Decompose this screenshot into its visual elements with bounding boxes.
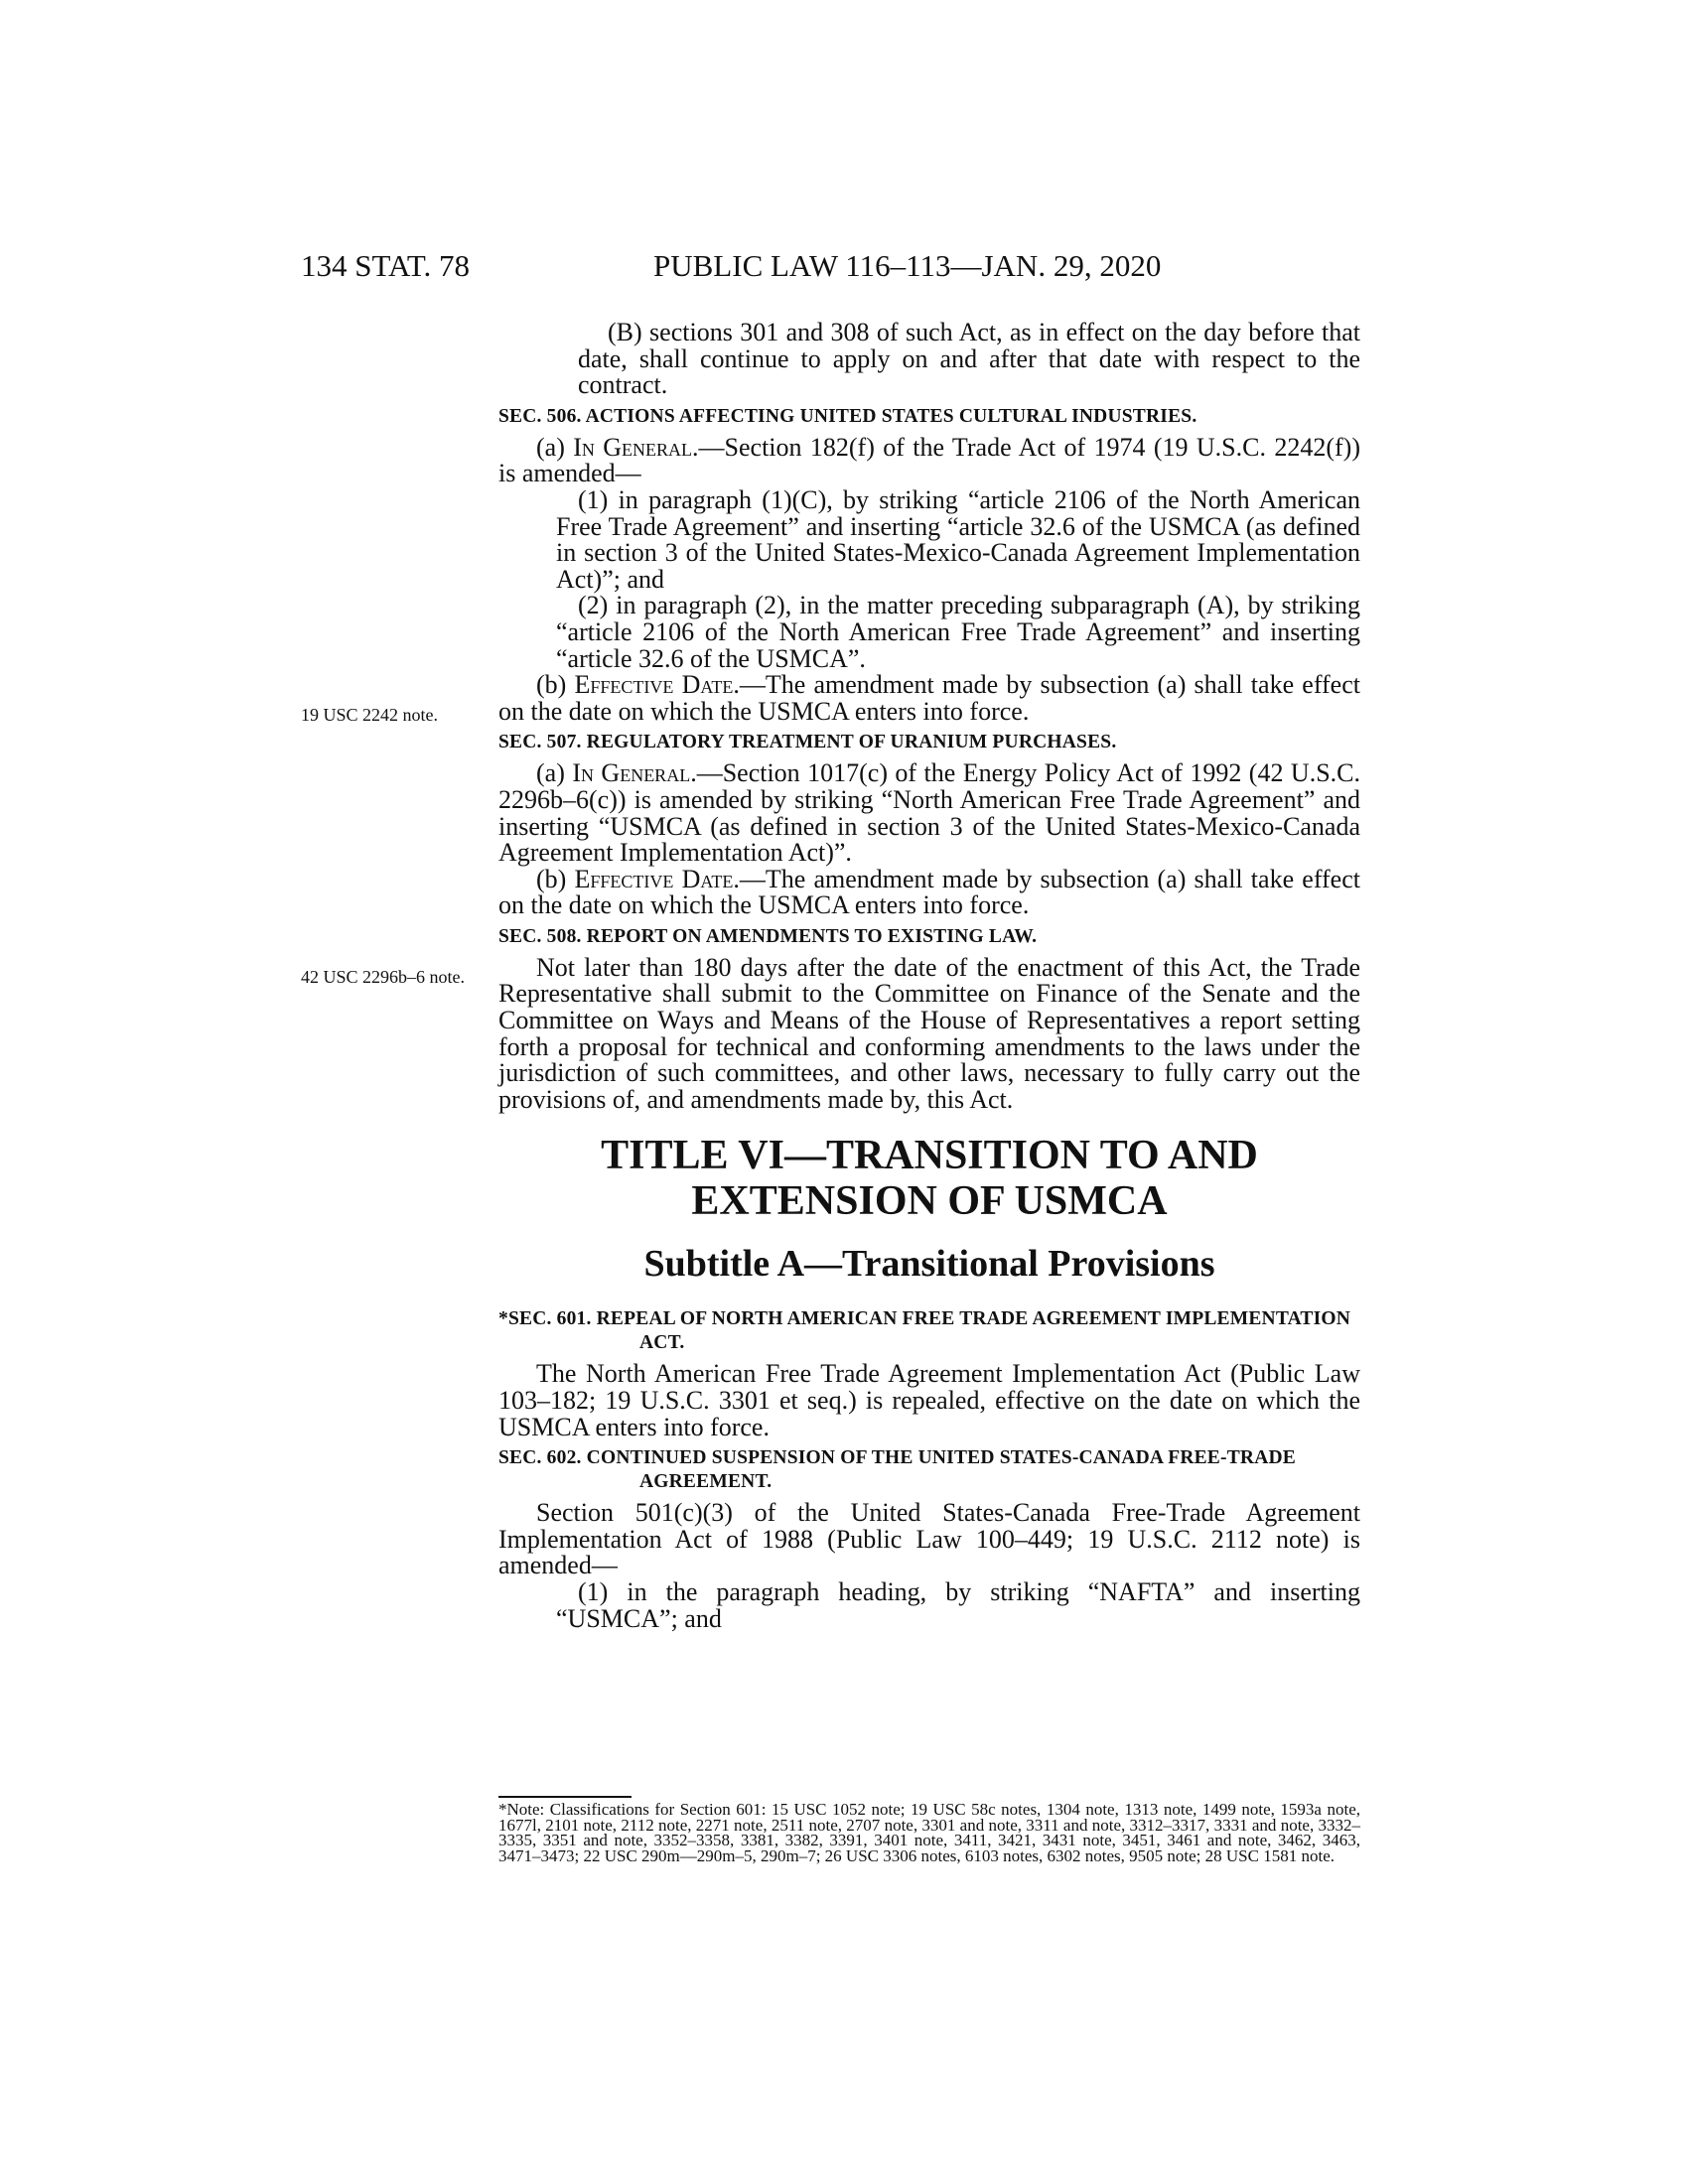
subsection-label: In General [573,432,693,462]
section-507-heading: SEC. 507. REGULATORY TREATMENT OF URANIUM PURCHASES. [498,732,1117,753]
text-fragment: (1) in the paragraph heading, by striking “ [578,1577,1100,1606]
section-506-subsection-b: (b) Effective Date.—The amendment made by subsection (a) shall take effect on the date on which the USMCA enters into force. [498,670,1360,726]
section-602-heading: SEC. 602. CONTINUED SUSPENSION OF THE UNITED STATES-CANADA FREE-TRADE AGREEMENT. [498,1447,1296,1493]
section-506-subsection-a: (a) In General.—Section 182(f) of the Trade Act of 1974 (19 U.S.C. 2242(f)) is amended— [498,432,1360,488]
text-fragment: ”; and [659,1603,722,1633]
subsection-label: Effective Date [574,670,734,700]
footnote: *Note: Classifications for Section 601: 15 USC 1052 note; 19 USC 58c notes, 1304 note, 1313 note, 1499 note, 1593a note, 1677l, 2101 note, 2112 note, 2271 note, 2511 note, 2707 note, 3301 and note, 3311 and note, 3312–3317, 3331 and note, 3332–3335, 3351 and note, 3352–3358, 3381, 3382, 3391, 3401 note, 3411, 3421, 3431 note, 3451, 3461 and note, 3462, 3463, 3471–3473; 22 USC 290m—290m–5, 290m–7; 26 USC 3306 notes, 6103 notes, 6302 notes, 9505 note; 28 USC 1581 note. [498,1800,1360,1865]
paragraph-b-continuation: (B) sections 301 and 308 of such Act, as in effect on the day before that date, shall continue to apply on and after that date with respect to the contract. [578,318,1360,400]
section-602-paragraph-1 [498,1579,1360,1632]
title-vi-heading [498,1133,1360,1224]
section-507-subsection-a: (a) In General.—Section 1017(c) of the Energy Policy Act of 1992 (42 U.S.C. 2296b–6(c)) is amended by striking “North American Free Trade Agreement” and inserting “USMCA (as defined in section 3 of the United States-Mexico-Canada Agreement Implementation Act)”. [498,758,1360,868]
footnote-rule [498,1796,632,1798]
title-vi-line-1: TITLE VI—TRANSITION TO AND [601,1133,1258,1179]
subtitle-a-heading: Subtitle A—Transitional Provisions [643,1243,1215,1286]
section-601-text: The North American Free Trade Agreement Implementation Act (Public Law 103–182; 19 U.S.C. 3301 et seq.) is repealed, effective on the date on which the USMCA enters into force. [498,1359,1360,1441]
title-vi-line-2: EXTENSION OF USMCA [691,1178,1168,1225]
main-text-column [498,320,1360,1632]
subsection-text: .—Section 1017(c) of the Energy Policy Act of 1992 (42 U.S.C. 2296b–6(c)) is amended by striking “North American Free Trade Agreement” and inserting “USMCA (as defined in section 3 of the United States-Mexico-Canada Agreement Implementation Act)”. [498,758,1360,868]
page-reference: 134 STAT. 78 [301,248,471,283]
subsection-text: .—The amendment made by subsection (a) shall take effect on the date on which the USMCA enters into force. [498,670,1360,726]
section-601-heading: *SEC. 601. REPEAL OF NORTH AMERICAN FREE TRADE AGREEMENT IMPLEMENTATION ACT. [498,1308,1351,1354]
section-602-text: Section 501(c)(3) of the United States-Canada Free-Trade Agreement Implementation Act of 1988 (Public Law 100–449; 19 U.S.C. 2112 note) is amended— [498,1498,1360,1580]
text-fragment: ” and inserting “ [556,1577,1360,1633]
term-nafta: NAFTA [1099,1577,1184,1606]
section-506-paragraph-1: (1) in paragraph (1)(C), by striking “article 2106 of the North American Free Trade Agreement” and inserting “article 32.6 of the USMCA (as defined in section 3 of the United States-Mexico-Canada Agreement Implementation Act)”; and [556,484,1360,594]
term-usmca: USMCA [567,1603,660,1633]
section-506-heading: SEC. 506. ACTIONS AFFECTING UNITED STATES CULTURAL INDUSTRIES. [498,405,1197,427]
margin-note-42-usc-2296b-6: 42 USC 2296b–6 note. [301,967,466,987]
running-header: PUBLIC LAW 116–113—JAN. 29, 2020 [653,248,1162,283]
subsection-label: In General [572,758,691,788]
subsection-text: .—The amendment made by subsection (a) shall take effect on the date on which the USMCA enters into force. [498,864,1360,920]
margin-note-19-usc-2242: 19 USC 2242 note. [301,705,439,725]
section-508-text: Not later than 180 days after the date of the enactment of this Act, the Trade Representative shall submit to the Committee on Finance of the Senate and the Committee on Ways and Means of the House of Representatives a report setting forth a proposal for technical and conforming amendments to the laws under the jurisdiction of such committees, and other laws, necessary to fully carry out the provisions of, and amendments made by, this Act. [498,952,1360,1114]
section-506-paragraph-2: (2) in paragraph (2), in the matter preceding subparagraph (A), by striking “article 2106 of the North American Free Trade Agreement” and inserting “article 32.6 of the USMCA”. [556,591,1360,673]
subsection-label: Effective Date [574,864,734,893]
section-507-subsection-b: (b) Effective Date.—The amendment made by subsection (a) shall take effect on the date on which the USMCA enters into force. [498,864,1360,920]
subsection-text: .—Section 182(f) of the Trade Act of 1974 (19 U.S.C. 2242(f)) is amended— [498,432,1360,488]
section-508-heading: SEC. 508. REPORT ON AMENDMENTS TO EXISTING LAW. [498,925,1038,947]
